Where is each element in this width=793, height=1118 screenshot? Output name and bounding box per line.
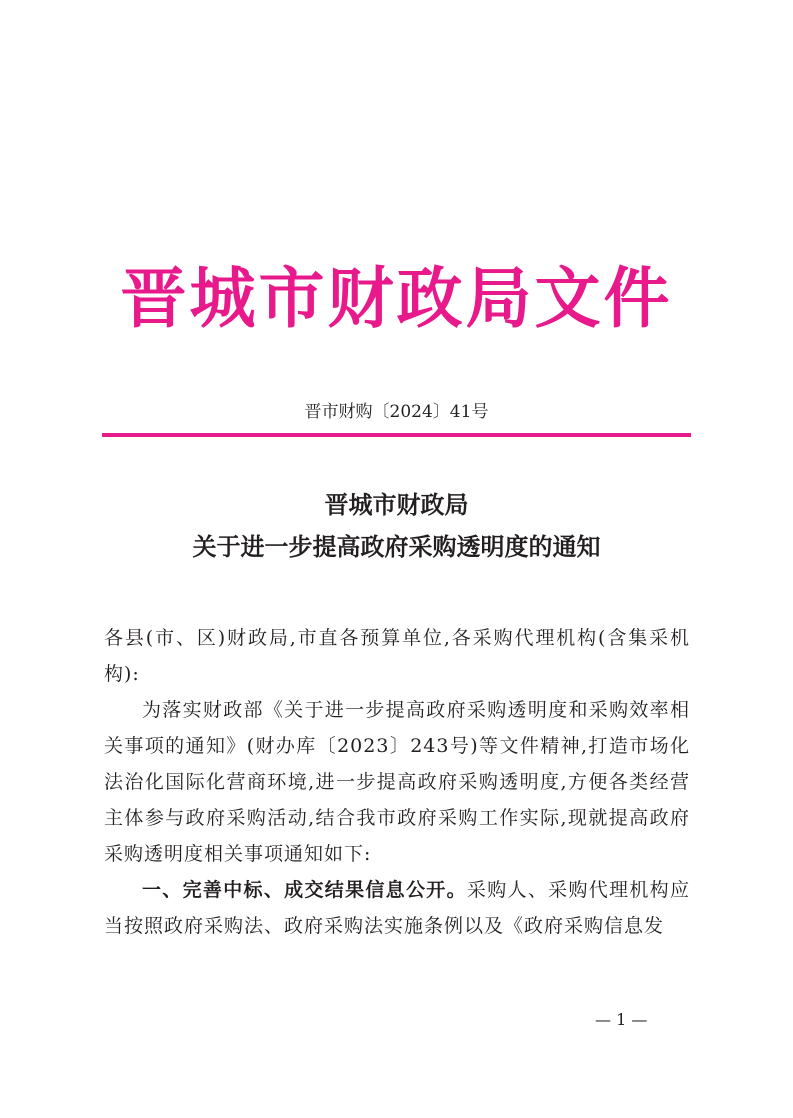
section-1-paragraph [104, 872, 690, 944]
document-header-title: 晋城市财政局文件 [120, 259, 673, 337]
section-1-text: 采购人、采购代理机构应当按照政府采购法、政府采购法实施条例以及《政府采购信息发 [104, 879, 690, 937]
header-divider-rule [102, 433, 691, 437]
salutation: 各县(市、区)财政局,市直各预算单位,各采购代理机构(含集采机构): [104, 627, 690, 685]
section-1-heading: 一、完善中标、成交结果信息公开。 [142, 879, 467, 901]
notice-body [104, 620, 690, 944]
page-number: — 1 — [595, 1010, 648, 1029]
notice-title [0, 484, 793, 568]
notice-title-line2: 关于进一步提高政府采购透明度的通知 [192, 532, 601, 561]
document-number: 晋市财购〔2024〕41号 [304, 402, 489, 422]
paragraph-1: 为落实财政部《关于进一步提高政府采购透明度和采购效率相关事项的通知》(财办库〔2023〕243号)等文件精神,打造市场化法治化国际化营商环境,进一步提高政府采购透明度,方便各类经营主体参与政府采购活动,结合我市政府采购工作实际,现就提高政府采购透明度相关事项通知如下: [104, 699, 690, 865]
notice-title-line1: 晋城市财政局 [324, 490, 469, 519]
